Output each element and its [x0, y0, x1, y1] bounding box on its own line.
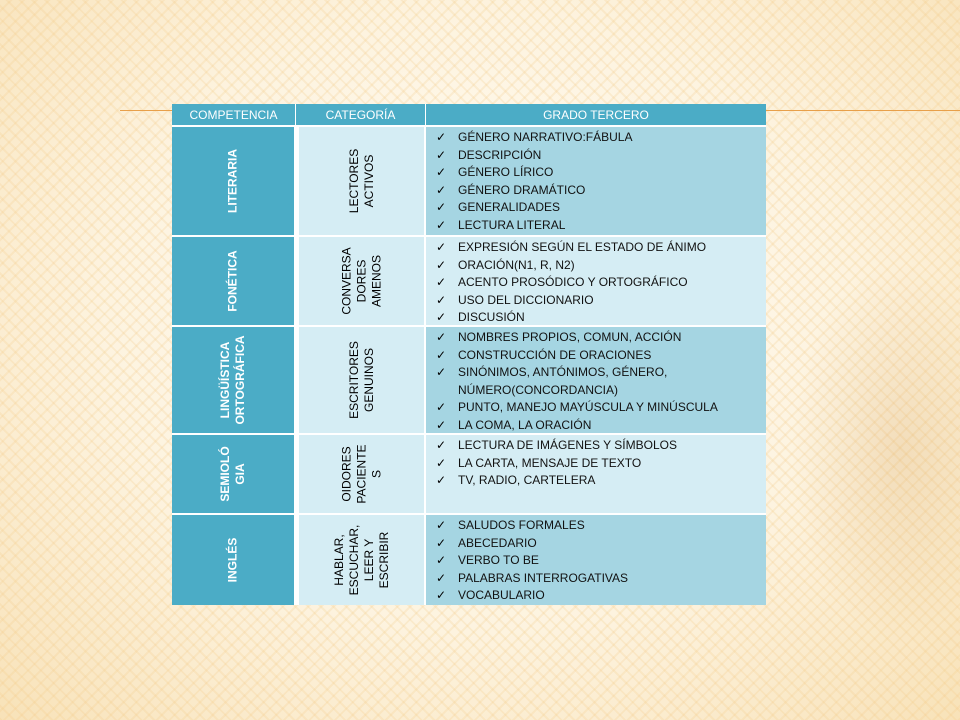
competencia-label: LINGÜÍSTICA ORTOGRÁFICA: [218, 335, 247, 425]
decorative-rule-left: [120, 110, 173, 111]
header-competencia: COMPETENCIA: [172, 104, 296, 125]
list-item: ✓ VOCABULARIO: [436, 587, 766, 605]
list-item: ✓ LECTURA DE IMÁGENES Y SÍMBOLOS: [436, 437, 766, 455]
checkmark-icon: ✓: [436, 588, 447, 602]
checkmark-icon: ✓: [436, 347, 447, 362]
list-item: ✓ SALUDOS FORMALES: [436, 517, 766, 535]
list-item: ✓ TV, RADIO, CARTELERA: [436, 472, 766, 490]
table-row: [172, 513, 766, 605]
categoria-label: HABLAR, ESCUCHAR, LEER Y ESCRIBIR: [331, 524, 391, 596]
categoria-cell: [296, 127, 426, 235]
list-item: ✓ GÉNERO NARRATIVO:FÁBULA: [436, 129, 766, 147]
checkmark-icon: ✓: [436, 165, 447, 179]
list-item: ✓ PALABRAS INTERROGATIVAS: [436, 570, 766, 588]
list-item: ✓ DISCUSIÓN: [436, 309, 766, 327]
items-cell: [426, 435, 766, 513]
list-item: ✓ GÉNERO LÍRICO: [436, 164, 766, 182]
table-row: [172, 325, 766, 433]
list-item: ✓ ACENTO PROSÓDICO Y ORTOGRÁFICO: [436, 274, 766, 292]
list-item: ✓ EXPRESIÓN SEGÚN EL ESTADO DE ÁNIMO: [436, 239, 766, 257]
categoria-label: LECTORES ACTIVOS: [346, 148, 376, 214]
competencia-label: INGLÉS: [225, 537, 240, 583]
checkmark-icon: ✓: [436, 473, 447, 487]
competency-table: [172, 104, 766, 605]
table-row: [172, 235, 766, 325]
competencia-label: LITERARIA: [225, 149, 240, 213]
list-item: ✓ LA CARTA, MENSAJE DE TEXTO: [436, 455, 766, 473]
competencia-cell: [172, 327, 296, 433]
categoria-cell: [296, 515, 426, 605]
table-header: [172, 104, 766, 125]
list-item: ✓ LA COMA, LA ORACIÓN: [436, 417, 766, 435]
checkmark-icon: ✓: [436, 518, 447, 532]
checkmark-icon: ✓: [436, 182, 447, 197]
checkmark-icon: ✓: [436, 240, 447, 254]
checkmark-icon: ✓: [436, 130, 447, 144]
competencia-label: SEMIOLÓ GIA: [218, 446, 247, 502]
categoria-label: CONVERSA DORES AMENOS: [339, 247, 383, 315]
decorative-rule-right: [765, 110, 960, 111]
checkmark-icon: ✓: [436, 570, 447, 585]
list-item: ✓ SINÓNIMOS, ANTÓNIMOS, GÉNERO, NÚMERO(CONCORDANCIA): [436, 365, 668, 397]
categoria-cell: [296, 435, 426, 513]
checkmark-icon: ✓: [436, 417, 447, 432]
checkmark-icon: ✓: [436, 310, 447, 324]
checkmark-icon: ✓: [436, 257, 447, 272]
list-item: ✓ ORACIÓN(N1, R, N2): [436, 257, 766, 275]
checkmark-icon: ✓: [436, 330, 447, 344]
list-item: ✓ GENERALIDADES: [436, 199, 766, 217]
checkmark-icon: ✓: [436, 438, 447, 452]
list-item: ✓ USO DEL DICCIONARIO: [436, 292, 766, 310]
items-cell: [426, 237, 766, 325]
items-cell: [426, 127, 766, 235]
competencia-cell: [172, 127, 296, 235]
items-cell: [426, 327, 766, 433]
categoria-cell: [296, 237, 426, 325]
items-cell: [426, 515, 766, 605]
checkmark-icon: ✓: [436, 292, 447, 307]
categoria-cell: [296, 327, 426, 433]
list-item: ✓ VERBO TO BE: [436, 552, 766, 570]
list-item: ✓ LECTURA LITERAL: [436, 217, 766, 235]
list-item: ✓ DESCRIPCIÓN: [436, 147, 766, 165]
categoria-label: ESCRITORES GENUINOS: [346, 341, 376, 419]
list-item: ✓ GÉNERO DRAMÁTICO: [436, 182, 766, 200]
categoria-label: OIDORES PACIENTE S: [339, 444, 383, 504]
background-shadow: [790, 260, 960, 640]
checkmark-icon: ✓: [436, 535, 447, 550]
checkmark-icon: ✓: [436, 400, 447, 414]
list-item: ✓ ABECEDARIO: [436, 535, 766, 553]
list-item: ✓ NOMBRES PROPIOS, COMUN, ACCIÓN: [436, 329, 766, 347]
competencia-cell: [172, 435, 296, 513]
competencia-cell: [172, 515, 296, 605]
checkmark-icon: ✓: [436, 455, 447, 470]
checkmark-icon: ✓: [436, 147, 447, 162]
table-row: [172, 433, 766, 513]
checkmark-icon: ✓: [436, 217, 447, 232]
header-grado: GRADO TERCERO: [543, 107, 649, 122]
checkmark-icon: ✓: [436, 553, 447, 567]
list-item: ✓ PUNTO, MANEJO MAYÚSCULA Y MINÚSCULA: [436, 399, 766, 417]
competencia-cell: [172, 237, 296, 325]
header-categoria: CATEGORÍA: [296, 104, 426, 125]
list-item: ✓ CONSTRUCCIÓN DE ORACIONES: [436, 347, 766, 365]
checkmark-icon: ✓: [436, 365, 447, 379]
checkmark-icon: ✓: [436, 200, 447, 214]
checkmark-icon: ✓: [436, 275, 447, 289]
competencia-label: FONÉTICA: [225, 250, 240, 312]
table-row: [172, 125, 766, 235]
